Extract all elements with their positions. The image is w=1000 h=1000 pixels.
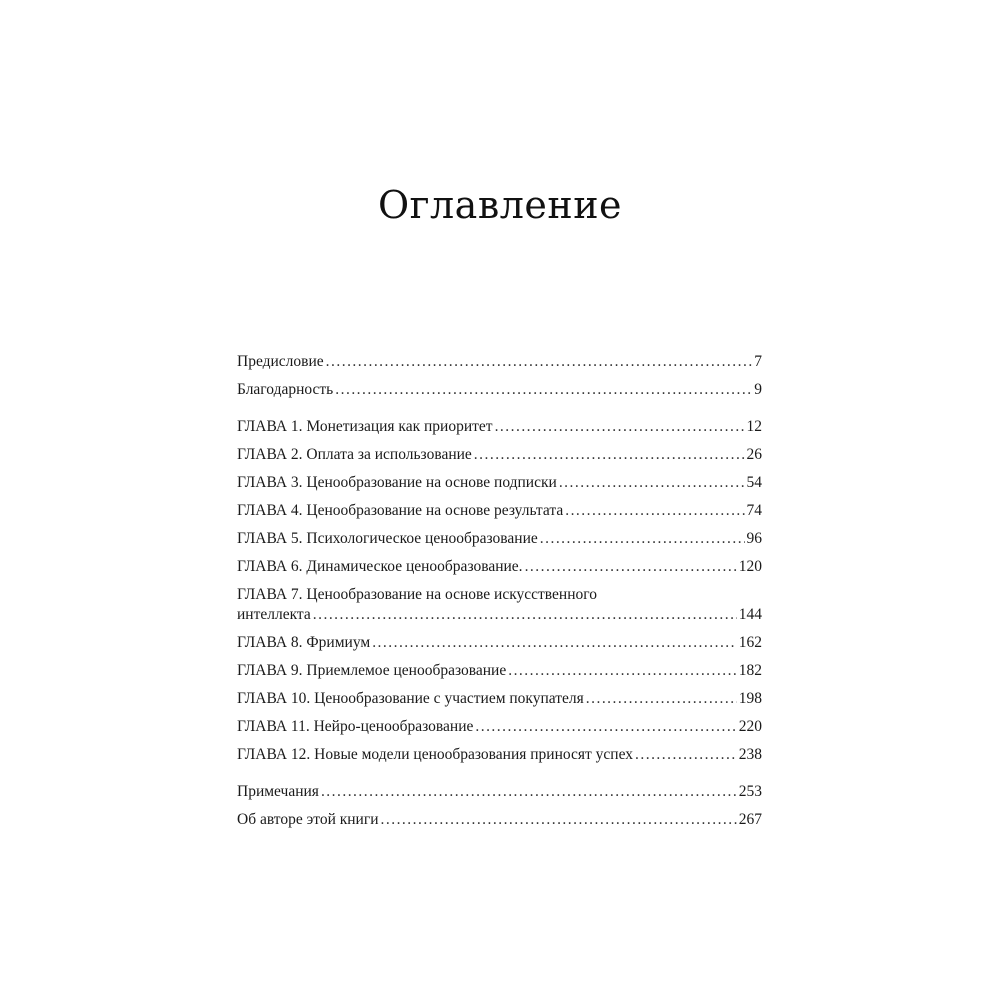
toc-entry-label: ГЛАВА 9. Приемлемое ценообразование [237,662,507,679]
toc-entry-about-author[interactable] [237,806,762,834]
toc-entry-label: ГЛАВА 12. Новые модели ценообразования приносят успех [237,746,634,763]
toc-entry-chapter-8[interactable] [237,629,762,657]
toc-entry-notes[interactable] [237,778,762,806]
toc-entry-acknowledgements[interactable] [237,376,762,404]
toc-entry-label: ГЛАВА 11. Нейро-ценообразование [237,718,474,735]
dot-leader [321,778,737,806]
toc-entry-page: 12 [746,418,762,435]
table-of-contents [237,348,762,834]
toc-entry-chapter-11[interactable] [237,713,762,741]
toc-entry-label: ГЛАВА 6. Динамическое ценообразование. [237,558,523,575]
toc-entry-chapter-5[interactable] [237,525,762,553]
dot-leader [586,685,737,713]
toc-entry-page: 238 [738,746,762,763]
toc-entry-label: Об авторе этой книги [237,811,379,828]
dot-leader [313,605,737,625]
toc-entry-label-line1: ГЛАВА 7. Ценообразование на основе искусственного [237,586,597,603]
dot-leader [635,741,737,769]
toc-entry-chapter-6[interactable] [237,553,762,581]
toc-entry-page: 9 [754,381,762,398]
toc-entry-label-line2: интеллекта [237,606,311,623]
toc-entry-chapter-1[interactable] [237,413,762,441]
toc-entry-chapter-7[interactable] [237,585,762,625]
dot-leader [326,348,753,376]
toc-entry-page: 182 [738,662,762,679]
toc-entry-page: 74 [746,502,762,519]
toc-entry-chapter-2[interactable] [237,441,762,469]
toc-entry-chapter-4[interactable] [237,497,762,525]
toc-entry-page: 162 [738,634,762,651]
toc-entry-page: 144 [738,606,762,623]
toc-entry-page: 198 [738,690,762,707]
dot-leader [381,806,737,834]
toc-entry-page: 26 [746,446,762,463]
toc-entry-label: Примечания [237,783,319,800]
toc-entry-page: 220 [738,718,762,735]
toc-entry-label: ГЛАВА 10. Ценообразование с участием покупателя [237,690,584,707]
dot-leader [474,441,745,469]
dot-leader [525,553,737,581]
dot-leader [565,497,744,525]
toc-entry-page: 7 [754,353,762,370]
dot-leader [559,469,745,497]
toc-entry-page: 267 [738,811,762,828]
toc-entry-label: ГЛАВА 2. Оплата за использование [237,446,472,463]
toc-entry-page: 96 [746,530,762,547]
dot-leader [508,657,737,685]
dot-leader [540,525,745,553]
toc-entry-label: ГЛАВА 5. Психологическое ценообразование [237,530,538,547]
toc-entry-page: 120 [738,558,762,575]
toc-entry-preface[interactable] [237,348,762,376]
dot-leader [475,713,736,741]
toc-entry-label: Предисловие [237,353,324,370]
toc-entry-label: ГЛАВА 8. Фримиум [237,634,371,651]
toc-entry-chapter-9[interactable] [237,657,762,685]
toc-entry-label: ГЛАВА 1. Монетизация как приоритет [237,418,493,435]
toc-entry-label: ГЛАВА 4. Ценообразование на основе результата [237,502,564,519]
dot-leader [495,413,745,441]
toc-entry-page: 253 [738,783,762,800]
toc-entry-label: ГЛАВА 3. Ценообразование на основе подписки [237,474,557,491]
dot-leader [335,376,752,404]
page-title: Оглавление [377,183,623,228]
toc-entry-label: Благодарность [237,381,334,398]
toc-entry-chapter-3[interactable] [237,469,762,497]
toc-entry-page: 54 [746,474,762,491]
toc-entry-chapter-10[interactable] [237,685,762,713]
toc-entry-chapter-12[interactable] [237,741,762,769]
dot-leader [372,629,737,657]
